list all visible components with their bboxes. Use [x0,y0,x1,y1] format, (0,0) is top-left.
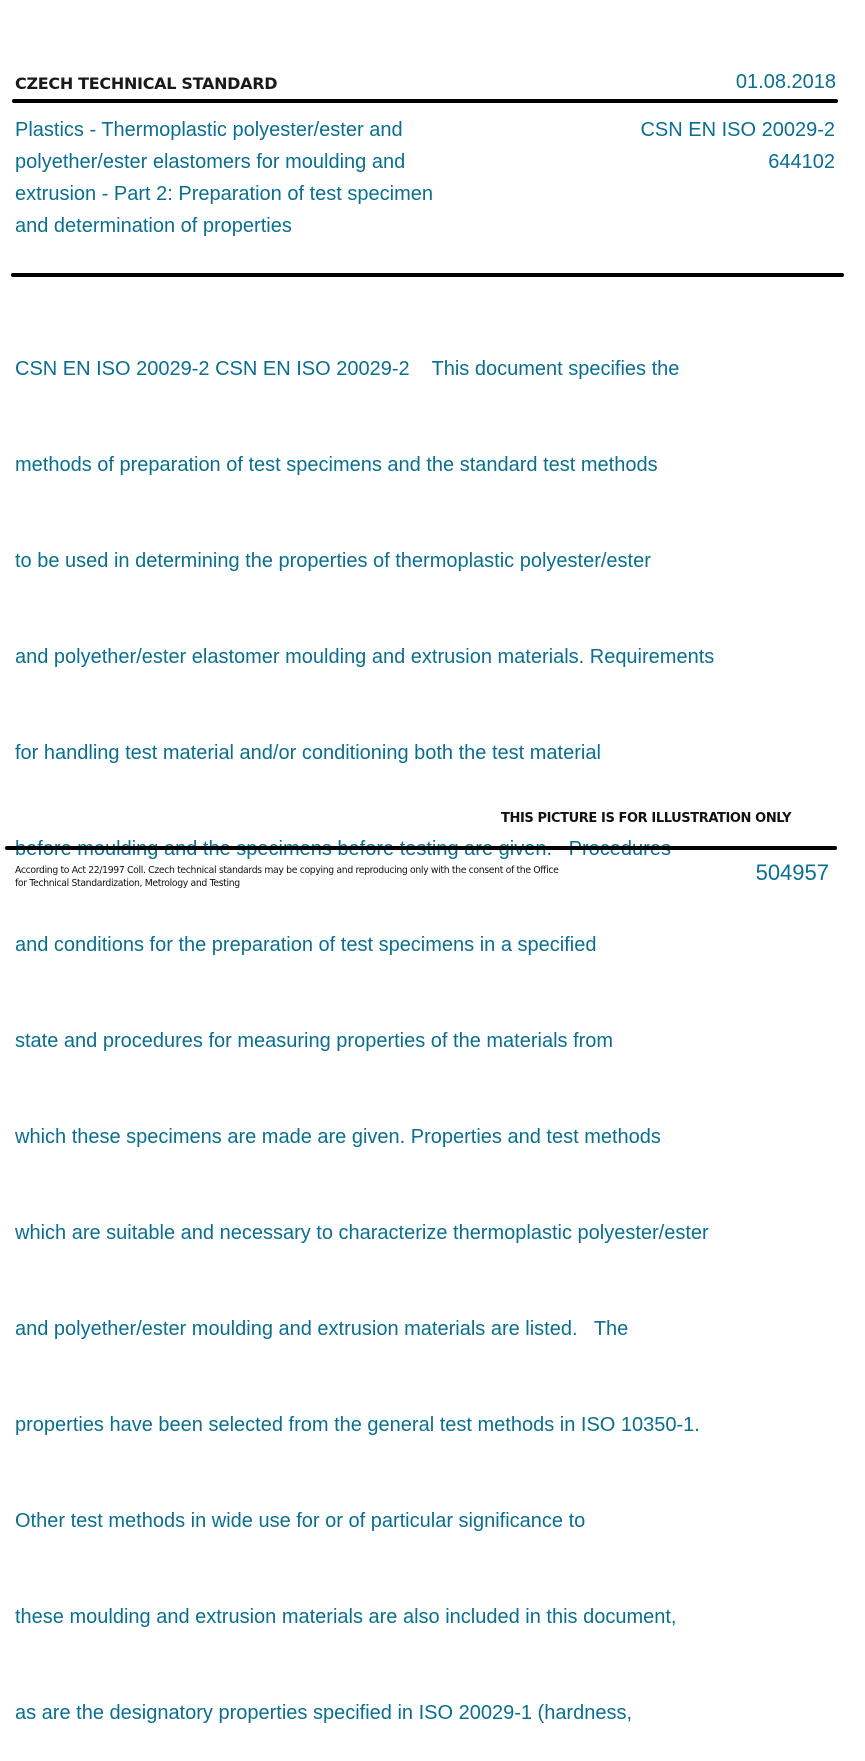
footer-divider [5,846,837,850]
abstract-line: Other test methods in wide use for or of particular significance to [15,1510,586,1532]
abstract-line: state and procedures for measuring properties of the materials from [15,1030,614,1052]
classification-code: 644102 [768,151,835,173]
abstract-line: methods of preparation of test specimens and the standard test methods [15,454,658,476]
title-line: extrusion - Part 2: Preparation of test specimen [15,183,433,205]
document-abstract [15,289,835,1761]
header-divider [12,99,838,103]
title-divider [11,273,844,277]
standard-number: CSN EN ISO 20029-2 [640,119,835,141]
title-line: polyether/ester elastomers for moulding and [15,151,406,173]
catalog-number: 504957 [755,860,829,885]
illustration-notice: THIS PICTURE IS FOR ILLUSTRATION ONLY [501,811,792,826]
legal-line: According to Act 22/1997 Coll. Czech technical standards may be copying and reproducing only with the consent of the Office [15,865,559,876]
abstract-line: which these specimens are made are given. Properties and test methods [15,1126,661,1148]
abstract-line: these moulding and extrusion materials are also included in this document, [15,1606,677,1628]
title-line: and determination of properties [15,215,292,237]
abstract-line: for handling test material and/or conditioning both the test material [15,742,601,764]
abstract-line: and polyether/ester moulding and extrusion materials are listed. The [15,1318,629,1340]
document-title [15,114,485,242]
abstract-line: and conditions for the preparation of test specimens in a specified [15,934,597,956]
abstract-line: properties have been selected from the general test methods in ISO 10350-1. [15,1414,700,1436]
abstract-line: as are the designatory properties specified in ISO 20029-1 (hardness, [15,1702,633,1724]
legal-line: for Technical Standardization, Metrology and Testing [15,878,240,889]
legal-notice [15,864,575,890]
abstract-line: and polyether/ester elastomer moulding and extrusion materials. Requirements [15,646,715,668]
abstract-line: CSN EN ISO 20029-2 CSN EN ISO 20029-2 This document specifies the [15,358,680,380]
abstract-line: which are suitable and necessary to characterize thermoplastic polyester/ester [15,1222,709,1244]
publication-date: 01.08.2018 [735,71,836,93]
standard-type-label: CZECH TECHNICAL STANDARD [15,74,278,93]
abstract-line: to be used in determining the properties of thermoplastic polyester/ester [15,550,651,572]
standard-identifiers [640,114,835,178]
title-line: Plastics - Thermoplastic polyester/ester and [15,119,403,141]
